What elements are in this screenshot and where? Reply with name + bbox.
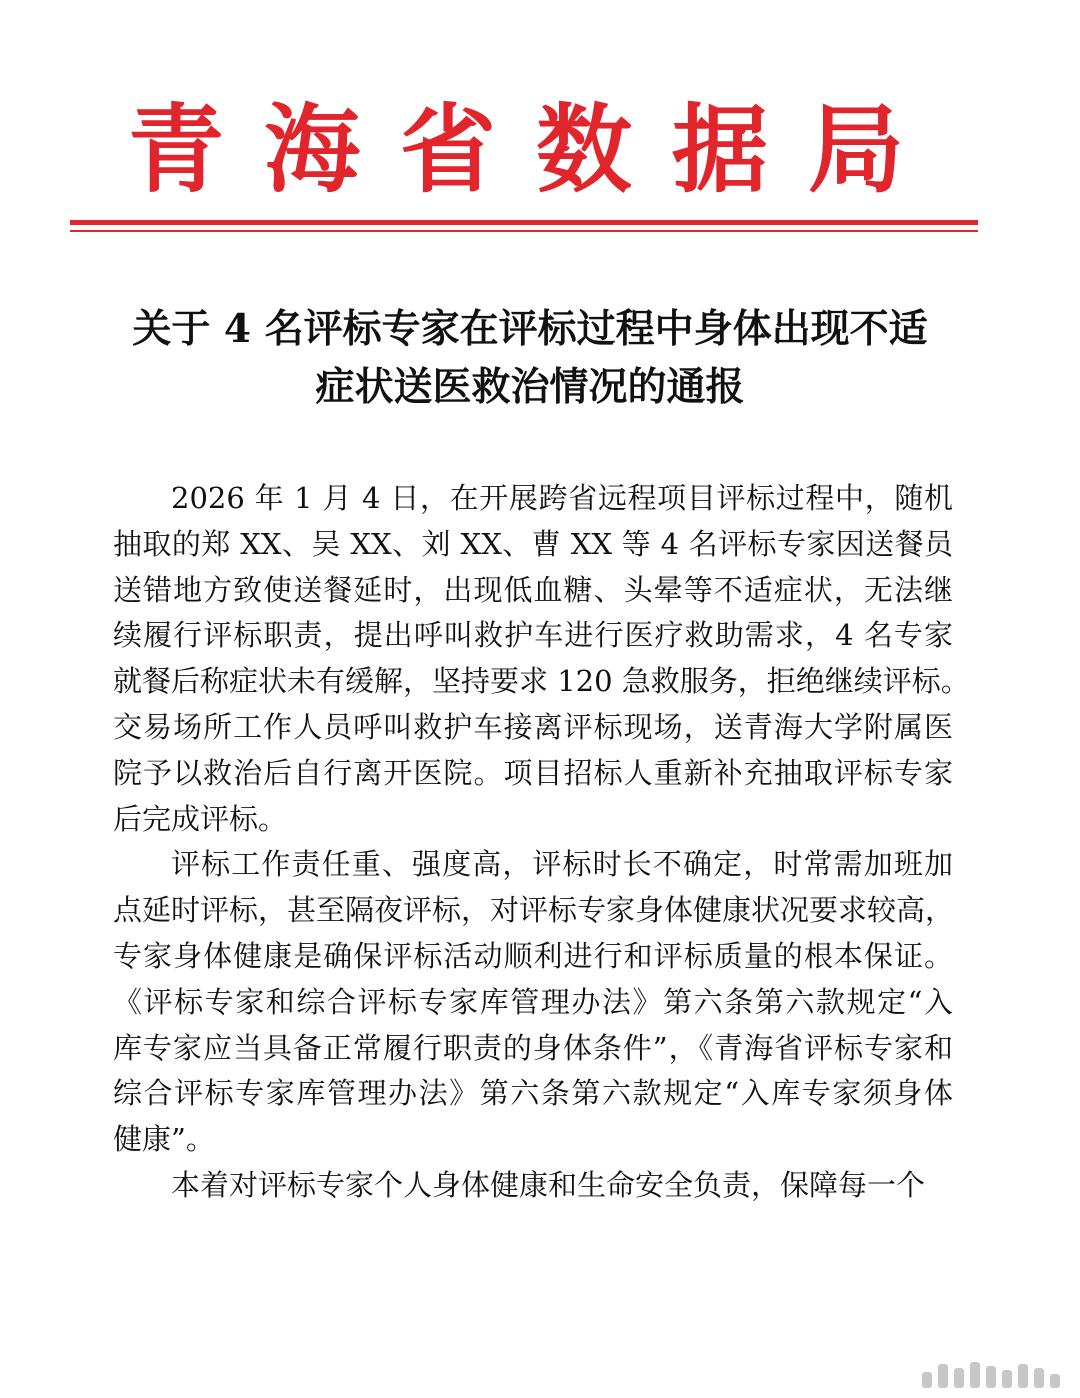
body-line: 院予以救治后自行离开医院。项目招标人重新补充抽取评标专家: [113, 755, 953, 790]
body-line: 专家身体健康是确保评标活动顺利进行和评标质量的根本保证。: [113, 938, 953, 973]
body-line: 后完成评标。: [113, 801, 288, 836]
title-line-1: 关于 4 名评标专家在评标过程中身体出现不适: [132, 306, 928, 352]
body-line: 综合评标专家库管理办法》第六条第六款规定“入库专家须身体: [113, 1076, 953, 1111]
paragraph-3: [113, 1163, 953, 1209]
body-line: 点延时评标，甚至隔夜评标，对评标专家身体健康状况要求较高，: [113, 893, 955, 928]
body-line: 送错地方致使送餐延时，出现低血糖、头晕等不适症状，无法继: [113, 572, 953, 607]
body-line: 交易场所工作人员呼叫救护车接离评标现场，送青海大学附属医: [113, 709, 953, 744]
body-line: 本着对评标专家个人身体健康和生命安全负责，保障每一个: [171, 1167, 926, 1202]
body-line: 评标工作责任重、强度高，评标时长不确定，时常需加班加: [171, 847, 953, 882]
body-line: 库专家应当具备正常履行职责的身体条件”，《青海省评标专家和: [113, 1030, 953, 1065]
watermark-bars-icon: [922, 1362, 1062, 1392]
body-line: 续履行评标职责，提出呼叫救护车进行医疗救助需求，4 名专家: [113, 618, 953, 653]
document-title: [90, 300, 970, 416]
body-line: 健康”。: [113, 1122, 215, 1157]
letterhead-org-name: 青海省数据局: [128, 93, 944, 206]
paragraph-1: [113, 476, 970, 842]
body-line: 2026 年 1 月 4 日，在开展跨省远程项目评标过程中，随机: [171, 481, 953, 515]
paragraph-2: [113, 842, 953, 1163]
body-line: 就餐后称症状未有缓解，坚持要求 120 急救服务，拒绝继续评标。: [113, 664, 970, 699]
title-line-2: 症状送医救治情况的通报: [315, 364, 745, 410]
letterhead-rule-thick: [70, 220, 978, 225]
letterhead-rule-thin: [70, 230, 978, 232]
body-line: 抽取的郑 XX、吴 XX、刘 XX、曹 XX 等 4 名评标专家因送餐员: [113, 526, 953, 561]
body-line: 《评标专家和综合评标专家库管理办法》第六条第六款规定“入: [113, 984, 953, 1019]
document-body: [113, 476, 970, 1209]
